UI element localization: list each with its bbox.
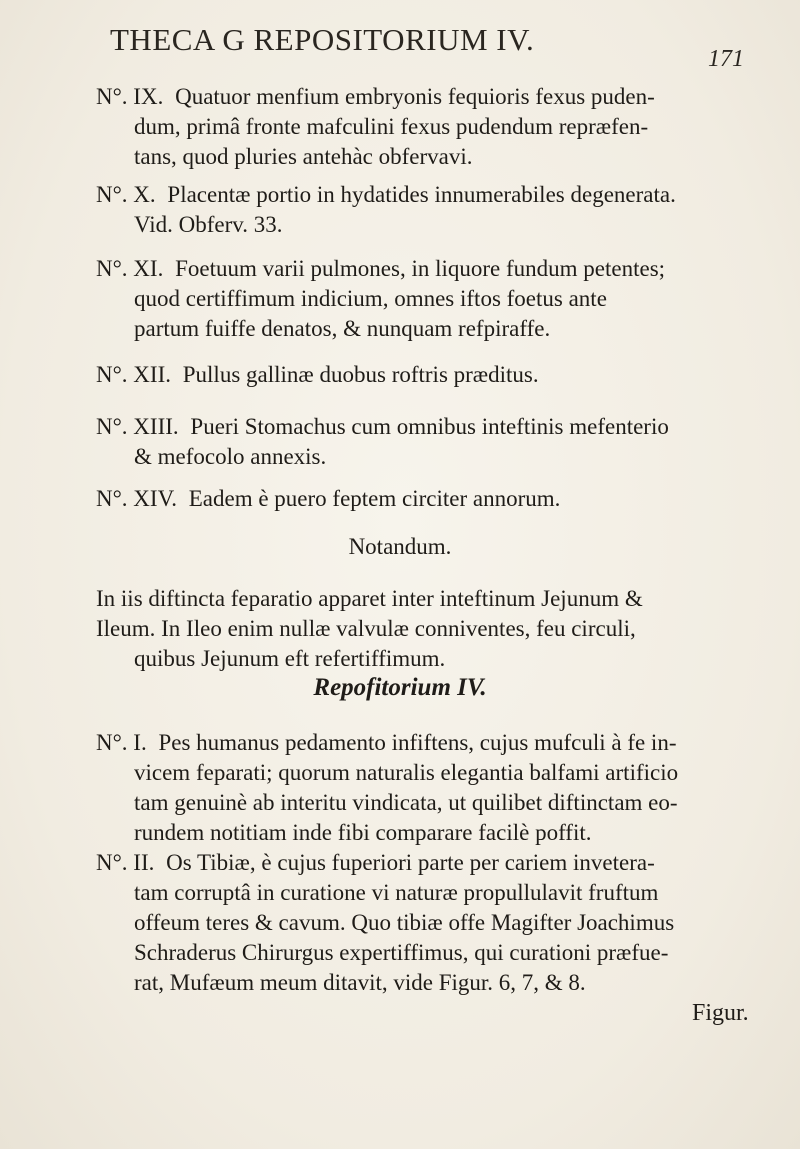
entry-x bbox=[96, 180, 756, 240]
entry-xii bbox=[96, 360, 756, 390]
entry-text-line: dum, primâ fronte mafculini fexus pudendum repræfen- bbox=[134, 114, 649, 139]
entry-number: N°. XIV. bbox=[96, 486, 177, 511]
entry-text-line: Placentæ portio in hydatides innumerabiles degenerata. bbox=[167, 182, 676, 207]
entry-number: N°. IX. bbox=[96, 84, 164, 109]
notandum-paragraph bbox=[96, 584, 756, 674]
entry-xi bbox=[96, 254, 756, 344]
entry-text-line: Foetuum varii pulmones, in liquore fundum petentes; bbox=[175, 256, 666, 281]
entry-text-line: offeum teres & cavum. Quo tibiæ offe Magifter Joachimus bbox=[134, 910, 675, 935]
entry-text-line: rat, Mufæum meum ditavit, vide Figur. 6, 7, & 8. bbox=[134, 970, 586, 995]
entry-text-line: Eadem è puero feptem circiter annorum. bbox=[188, 486, 561, 511]
running-header: THECA G REPOSITORIUM IV. bbox=[110, 22, 535, 57]
entry-number: N°. XII. bbox=[96, 362, 171, 387]
notandum-line: quibus Jejunum eft refertiffimum. bbox=[134, 646, 446, 671]
entry-text-line: Pueri Stomachus cum omnibus inteftinis mefenterio bbox=[190, 414, 669, 439]
entry-text-line: & mefocolo annexis. bbox=[134, 444, 327, 469]
entry-text-line: Quatuor menfium embryonis fequioris fexus puden- bbox=[175, 84, 655, 109]
catchword: Figur. bbox=[692, 1000, 749, 1026]
notandum-line: Ileum. In Ileo enim nullæ valvulæ conniventes, feu circuli, bbox=[96, 616, 636, 641]
entry-text-line: Schraderus Chirurgus expertiffimus, qui curationi præfue- bbox=[134, 940, 669, 965]
page-number: 171 bbox=[708, 46, 744, 72]
entry-number: N°. I. bbox=[96, 730, 147, 755]
entry-xiv bbox=[96, 484, 756, 514]
entry-text-line: quod certiffimum indicium, omnes iftos foetus ante bbox=[134, 286, 607, 311]
entry-text-line: Os Tibiæ, è cujus fuperiori parte per cariem invetera- bbox=[166, 850, 655, 875]
entry-number: N°. XI. bbox=[96, 256, 164, 281]
entry-text-line: vicem feparati; quorum naturalis elegantia balfami artificio bbox=[134, 760, 679, 785]
section-entry-i bbox=[96, 728, 756, 848]
entry-number: N°. II. bbox=[96, 850, 155, 875]
entry-text-line: Pes humanus pedamento infiftens, cujus mufculi à fe in- bbox=[158, 730, 677, 755]
entry-text-line: tam genuinè ab interitu vindicata, ut quilibet diftinctam eo- bbox=[134, 790, 678, 815]
entry-text-line: Vid. Obferv. 33. bbox=[134, 212, 283, 237]
entry-text-line: Pullus gallinæ duobus roftris præditus. bbox=[182, 362, 539, 387]
section-entry-ii bbox=[96, 848, 756, 998]
section-title: Repofitorium IV. bbox=[313, 674, 487, 701]
entry-text-line: tam corruptâ in curatione vi naturæ propullulavit fruftum bbox=[134, 880, 659, 905]
notandum-line: In iis diftincta feparatio apparet inter inteftinum Jejunum & bbox=[96, 586, 643, 611]
entry-text-line: rundem notitiam inde fibi comparare facilè poffit. bbox=[134, 820, 592, 845]
entry-xiii bbox=[96, 412, 756, 472]
entry-text-line: partum fuiffe denatos, & nunquam refpiraffe. bbox=[134, 316, 551, 341]
entry-ix bbox=[96, 82, 756, 172]
entry-text-line: tans, quod pluries antehàc obfervavi. bbox=[134, 144, 473, 169]
entry-number: N°. XIII. bbox=[96, 414, 179, 439]
entry-number: N°. X. bbox=[96, 182, 156, 207]
notandum-heading: Notandum. bbox=[348, 534, 452, 559]
